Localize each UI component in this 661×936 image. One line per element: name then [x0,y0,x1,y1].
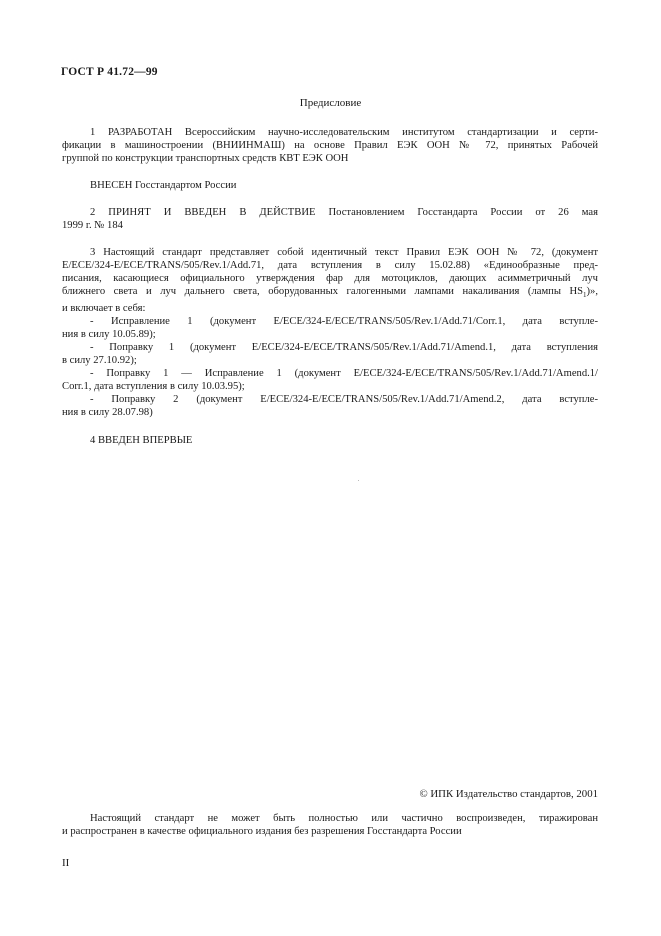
document-code: ГОСТ Р 41.72—99 [61,66,158,78]
section-title: Предисловие [299,97,362,109]
text-line: и распространен в качестве официального издания без разрешения Госстандарта России [62,826,462,837]
paragraph-first-introduced [62,434,598,447]
lamp-subscript: 1 [583,291,587,300]
page-number: II [62,857,70,869]
copyright-notice: © ИПК Издательство стандартов, 2001 [419,788,598,800]
text-line: ближнего света и луч дальнего света, оборудованных галогенными лампами накаливания (лампы $HS_1$)», [62,286,598,300]
text-line: и включает в себя: [62,303,146,315]
text-line: группой по конструкции транспортных средств КВТ ЕЭК ООН [62,153,349,164]
list-item: - Поправку 2 (документ E/ECE/324-E/ECE/TRANS/505/Rev.1/Add.71/Amend.2, дата вступле- [90,394,598,406]
scan-speck [358,480,359,481]
text-line: фикации в машиностроении (ВНИИНМАШ) на основе Правил ЕЭК ООН № 72, принятых Рабочей [62,140,598,151]
paragraph-standard-description [62,246,598,419]
text-line: Настоящий стандарт не может быть полностью или частично воспроизведен, тиражирован [90,813,598,824]
text-line: 1 РАЗРАБОТАН Всероссийским научно-исследовательским институтом стандартизации и серти- [90,127,598,138]
list-item: - Исправление 1 (документ E/ECE/324-E/ECE/TRANS/505/Rev.1/Add.71/Corr.1, дата вступле- [90,316,598,328]
text-line: в силу 27.10.92); [62,355,137,367]
paragraph-introduced [62,179,598,192]
paragraph-developed [62,126,598,165]
text-line: 1999 г. № 184 [62,220,123,231]
text-line: ния в силу 10.05.89); [62,329,156,341]
text-line: 3 Настоящий стандарт представляет собой идентичный текст Правил ЕЭК ООН № 72, (документ [90,247,598,258]
text-line: писания, касающиеся официального утверждения фар для мотоциклов, дающих асимметричный луч [62,273,598,284]
paragraph-adopted [62,206,598,232]
reproduction-notice [62,812,598,838]
text-line: 4 ВВЕДЕН ВПЕРВЫЕ [90,435,193,446]
list-item: - Поправку 1 — Исправление 1 (документ E/ECE/324-E/ECE/TRANS/505/Rev.1/Add.71/Amend.1/ [90,368,598,380]
text-line: E/ECE/324-E/ECE/TRANS/505/Rev.1/Add.71, дата вступления в силу 15.02.88) «Единообразные пред- [62,260,598,271]
text-line: ния в силу 28.07.98) [62,407,153,419]
text-line: 2 ПРИНЯТ И ВВЕДЕН В ДЕЙСТВИЕ Постановлением Госстандарта России от 26 мая [90,207,598,218]
text-line: Corr.1, дата вступления в силу 10.03.95); [62,381,245,393]
text-line: ВНЕСЕН Госстандартом России [90,180,237,191]
list-item: - Поправку 1 (документ E/ECE/324-E/ECE/TRANS/505/Rev.1/Add.71/Amend.1, дата вступления [90,342,598,354]
